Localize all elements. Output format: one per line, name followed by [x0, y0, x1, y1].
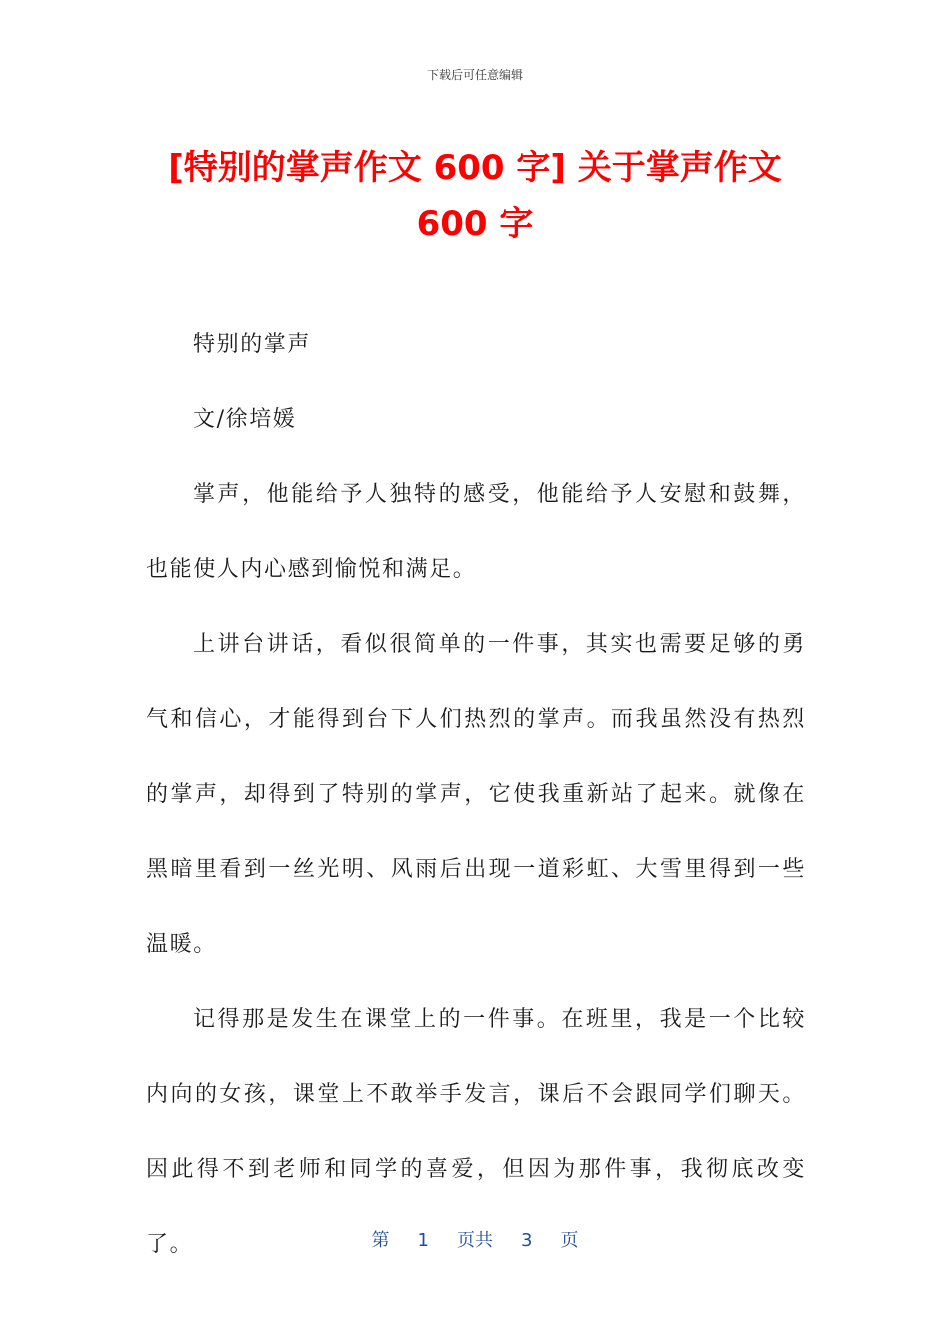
page-label-prefix: 第 [371, 1230, 390, 1251]
page-label-suffix: 页 [560, 1230, 579, 1251]
page-label-mid: 页共 [457, 1230, 493, 1251]
paragraph: 记得那是发生在课堂上的一件事。在班里，我是一个比较内向的女孩，课堂上不敢举手发言，课后不会跟同学们聊天。因此得不到老师和同学的喜爱，但因为那件事，我彻底改变了。 [146, 1007, 806, 1257]
paragraph-author: 文/徐培媛 [193, 407, 297, 432]
header-note: 下载后可任意编辑 [426, 68, 523, 82]
page-footer [0, 1226, 950, 1252]
paragraph: 上讲台讲话，看似很简单的一件事，其实也需要足够的勇气和信心，才能得到台下人们热烈的掌声。而我虽然没有热烈的掌声，却得到了特别的掌声，它使我重新站了起来。就像在黑暗里看到一丝光明、风雨后出现一道彩虹、大雪里得到一些温暖。 [146, 632, 806, 957]
current-page-number: 1 [417, 1230, 429, 1251]
paragraph-essay-title: 特别的掌声 [193, 332, 312, 357]
total-pages-number: 3 [521, 1230, 533, 1251]
document-body [146, 307, 806, 1282]
paragraph: 掌声，他能给予人独特的感受，他能给予人安慰和鼓舞，也能使人内心感到愉悦和满足。 [146, 482, 806, 582]
document-title: [特别的掌声作文 600 字] 关于掌声作文 600 字 [168, 148, 782, 244]
